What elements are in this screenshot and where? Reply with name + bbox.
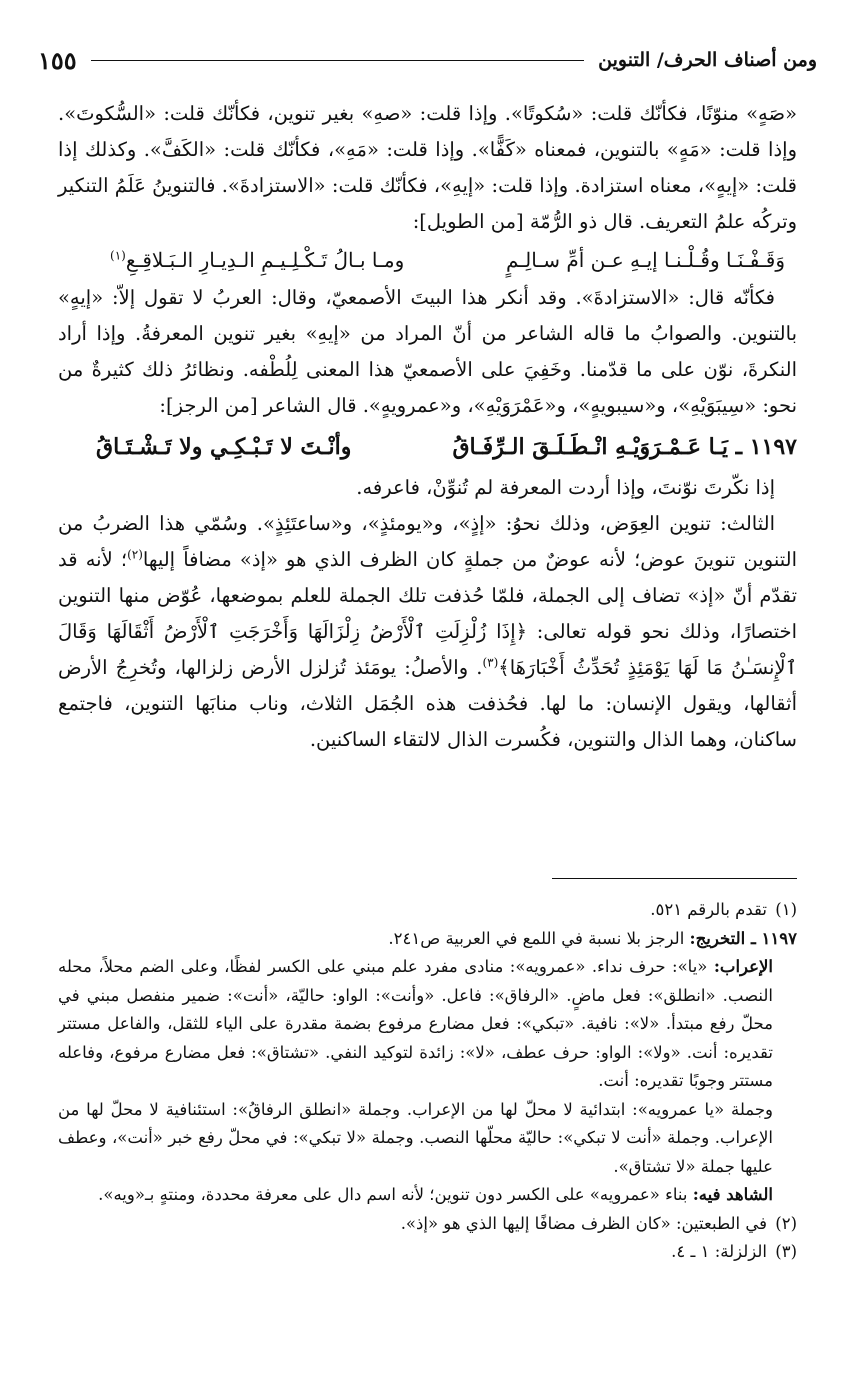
footnote-2: (٢)في الطبعتين: «كان الظرف مضافًا إليها الذي هو «إذ». bbox=[400, 1213, 797, 1233]
verse-number: ١١٩٧ ـ bbox=[735, 434, 797, 460]
verse-1197-first: ١١٩٧ ـ يَـا عَـمْـرَوَيْـهِ انْـطَـلَـقَ الـرِّفَـاقُ bbox=[452, 434, 797, 460]
footnote-ref-2: (٢) bbox=[127, 547, 143, 562]
footnote-jumla: وجملة «يا عمرويه»: ابتدائية لا محلّ لها من الإعراب. وجملة «انطلق الرفاقُ»: استئنافية لا محلّ لها من الإعراب. وجملة «أنت لا تبكي»: حاليّة محلّها النصب. وجملة «لا تبكي»: في محلّ رفع خبر «أنت»، وعطف عليها جملة «لا تشتاق». bbox=[58, 1099, 773, 1176]
footnote-irab: الإعراب: «يا»: حرف نداء. «عمرويه»: منادى مفرد علم مبني على الكسر لفظًا، وعلى الضم محلاً، محله النصب. «انطلق»: فعل ماضٍ. «الرفاق»: فاعل. «وأنت»: الواو: حاليّة، «أنت»: ضمير منفصل مبني في محلّ رفع مبتدأ. «لا»: نافية. «تبكي»: فعل مضارع مرفوع بضمة مقدرة على الياء للثقل، والفاعل مستتر تقديره: أنت. «ولا»: الواو: حرف عطف، «لا»: زائدة لتوكيد النفي. «تشتاق»: فعل مضارع مرفوع، وفاعله مستتر وجوبًا تقديره: أنت. bbox=[58, 957, 773, 1090]
footnotes bbox=[58, 896, 797, 1267]
paragraph-1: «صَهٍ» منوّنًا، فكأنّك قلت: «سُكوتًا». وإذا قلت: «صهِ» بغير تنوين، فكأنّك قلت: «السُّكوتَ». وإذا قلت: «مَهٍ» بالتنوين، فمعناه «كَفًّا». وإذا قلت: «مَهِ»، فكأنّك قلت: «الكَفَّ». وكذلك إذا قلت: «إيهٍ»، معناه استزادة. وإذا قلت: «إيهِ»، فكأنّك قلت: «الاستزادةَ». فالتنوينُ عَلَمُ التنكير وتركُه علمُ التعريف. قال ذو الرُّمّة [من الطويل]: bbox=[58, 102, 797, 233]
footnote-3: (٣)الزلزلة: ١ ـ ٤. bbox=[671, 1242, 797, 1261]
verse-dhu-al-rumma bbox=[58, 240, 797, 280]
footnote-ref-3: (٣) bbox=[482, 655, 499, 670]
footnote-1197-takhrij: ١١٩٧ ـ التخريج: الرجز بلا نسبة في اللمع في العربية ص٢٤١. bbox=[388, 928, 797, 948]
verse-1197-second: وأنْـتَ لا تَـبْـكِـي ولا تَـشْـتَـاقُ bbox=[96, 434, 352, 460]
footnote-shahid: الشاهد فيه: بناء «عمرويه» على الكسر دون تنوين؛ لأنه اسم دال على معرفة محددة، ومنتهٍ بـ«ويه». bbox=[98, 1185, 773, 1204]
paragraph-2: فكأنّه قال: «الاستزادةَ». وقد أنكر هذا البيتَ الأصمعيّ، وقال: العربُ لا تقول إلاّ: «إيهٍ» بالتنوين. والصوابُ ما قاله الشاعر من أنّ المراد من «إيهِ» بغير تنوين المعرفةُ. وإذا أراد النكرةَ، نوّن على ما قدّمنا. وخَفِيَ على الأصمعيّ هذا المعنى لِلُطْفه. ونظائرُ ذلك كثيرةٌ من نحو: «سِيبَوَيْهِ»، و«سيبويهٍ»، و«عَمْرَوَيْهِ»، و«عمرويهٍ». قال الشاعر [من الرجز]: bbox=[58, 286, 797, 417]
verse-second-hemistich: ومـا بـالُ تَـكْـلِـيـمِ الـدِيـارِ الـبَـلاقِـعِ$^{(١)}$ bbox=[110, 248, 405, 272]
footnote-1: (١)تقدم بالرقم ٥٢١. bbox=[650, 900, 797, 919]
running-header bbox=[38, 40, 817, 80]
footnote-ref-1: (١) bbox=[110, 248, 126, 263]
chapter-title: ومن أصناف الحرف/ التنوين bbox=[598, 49, 817, 71]
paragraph-4: الثالث: تنوين العِوَض، وذلك نحوُ: «إذٍ»، و«يومئذٍ»، و«ساعتَئِذٍ». وسُمّي هذا الضربُ من التنوين تنوينَ عوض؛ لأنه عوضٌ من جملةٍ كان الظرف الذي هو «إذ» مضافاً إليها$^{(٢)}$؛ لأنه قد تقدّم أنّ «إذ» تضاف إلى الجملة، فلمّا حُذفت تلك الجملة للعلم بموضعها، عُوّض منها التنوين اختصارًا، وذلك نحو قوله تعالى: ﴿إِذَا زُلْزِلَتِ ٱلْأَرْضُ زِلْزَالَهَا وَأَخْرَجَتِ ٱلْأَرْضُ أَثْقَالَهَا وَقَالَ ٱلْإِنسَـٰنُ مَا لَهَا يَوْمَئِذٍ تُحَدِّثُ أَخْبَارَهَا﴾$^{(٣)}$. والأصلُ: يومَئذ تُزلزل الأرض زلزالها، وتُخرِجُ الأرض أثقالها، ويقول الإنسان: ما لها. فحُذفت هذه الجُمَل الثلاث، وناب منابَها التنوين، فاجتمع ساكنان، وهما الذال والتنوين، فكُسرت الذال لالتقاء الساكنين. bbox=[58, 512, 798, 751]
header-rule bbox=[91, 60, 584, 61]
page-number: ١٥٥ bbox=[38, 45, 77, 75]
footnote-separator bbox=[552, 878, 797, 879]
verse-1197 bbox=[58, 424, 797, 470]
main-text bbox=[58, 96, 797, 758]
paragraph-3: إذا نكّرتَ نوّنتَ، وإذا أردت المعرفة لم تُنوِّنْ، فاعرفه. bbox=[356, 476, 775, 499]
verse-first-hemistich: وَقَـفْـنَـا وقُـلْـنـا إيـهِ عـن أمِّ سـالِـمٍ bbox=[505, 248, 785, 272]
